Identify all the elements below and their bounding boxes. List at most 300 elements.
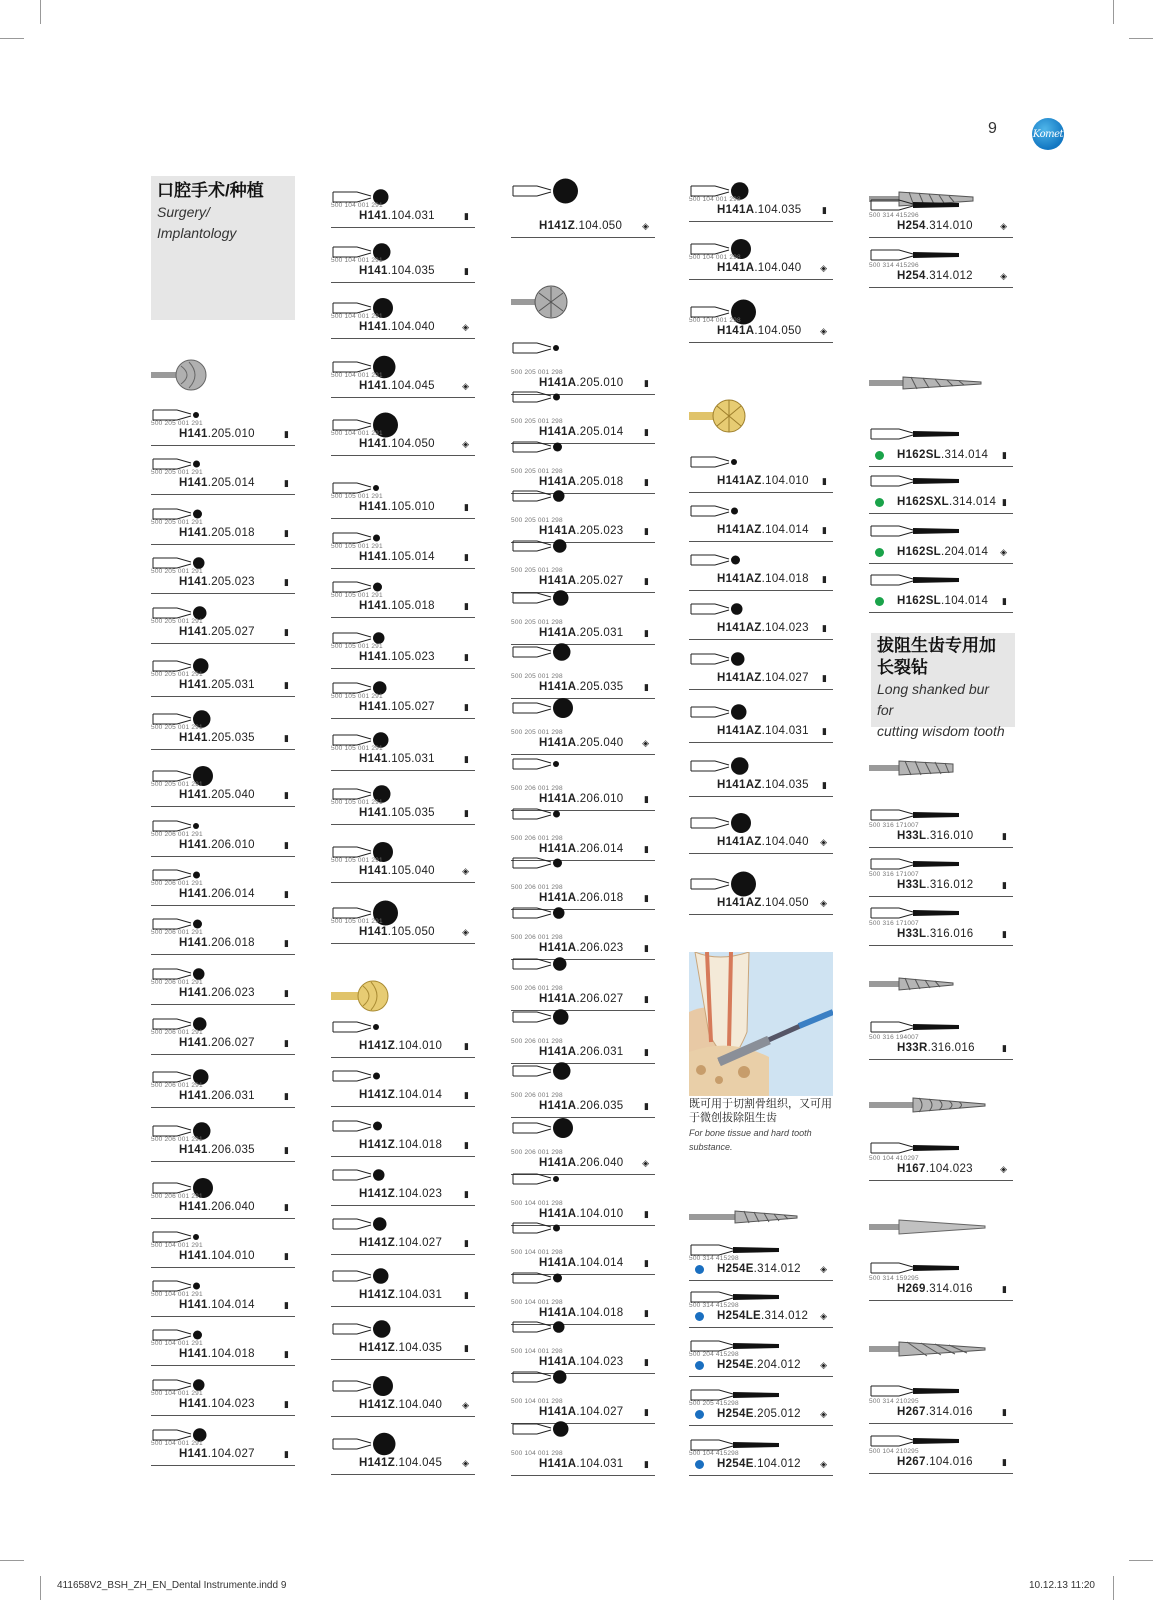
bur-drawing-icon: [331, 1314, 451, 1344]
product-size-code: .316.010: [926, 830, 974, 842]
order-code: 500 205 415298: [689, 1400, 739, 1407]
product-figure-number: H141: [359, 501, 388, 513]
product-size-code: .104.031: [576, 1458, 624, 1470]
bur-drawing-icon: [511, 583, 631, 613]
product-size-code: .206.023: [576, 942, 624, 954]
product-size-code: .205.031: [576, 627, 624, 639]
product-size-code: .104.050: [387, 438, 435, 450]
product-entry: [511, 693, 655, 755]
product-reference: [359, 1188, 442, 1200]
product-figure-number: H162SL: [897, 546, 941, 558]
product-size-code: .104.050: [575, 220, 623, 232]
divider: [869, 847, 1013, 848]
divider: [689, 541, 833, 542]
product-entry: [151, 959, 295, 1005]
product-size-code: .205.023: [207, 576, 255, 588]
order-code: 500 205 001 298: [511, 468, 563, 475]
product-figure-number: H141A: [539, 1100, 577, 1112]
bur-photo-twist: [869, 1094, 989, 1118]
product-reference: [359, 321, 435, 333]
product-size-code: .104.035: [754, 204, 802, 216]
divider: [331, 1106, 475, 1107]
divider: [689, 853, 833, 854]
product-figure-number: H141: [179, 1090, 208, 1102]
divider: [331, 617, 475, 618]
packaging-symbol-icon: ▮: [644, 1209, 649, 1219]
product-size-code: .206.035: [207, 1144, 255, 1156]
product-reference: [897, 1042, 975, 1054]
divider: [151, 954, 295, 955]
product-size-code: .206.027: [576, 993, 624, 1005]
divider: [331, 455, 475, 456]
divider: [151, 856, 295, 857]
crop-mark: [1113, 1576, 1114, 1600]
bur-photo-steel-round: [151, 356, 221, 396]
order-code: 500 206 001 298: [511, 1092, 563, 1099]
product-size-code: .205.027: [207, 626, 255, 638]
packaging-symbol-icon: ◈: [1000, 271, 1007, 281]
order-code: 500 104 001 291: [151, 1390, 203, 1397]
product-reference: [717, 672, 809, 684]
product-figure-number: H269: [897, 1283, 926, 1295]
packaging-symbol-icon: ▮: [284, 988, 289, 998]
product-reference: [539, 220, 622, 232]
product-reference: [179, 839, 255, 851]
product-size-code: .105.031: [387, 753, 435, 765]
crop-mark: [1113, 0, 1114, 24]
product-entry: [151, 1116, 295, 1162]
divider: [869, 1180, 1013, 1181]
packaging-symbol-icon: ▮: [822, 574, 827, 584]
bur-drawing-icon: [511, 1213, 631, 1243]
order-code: 500 105 001 291: [331, 592, 383, 599]
product-size-code: .104.040: [754, 262, 802, 274]
product-reference: [359, 210, 435, 222]
divider: [689, 1327, 833, 1328]
packaging-symbol-icon: ▮: [1002, 596, 1007, 606]
product-size-code: .206.027: [207, 1037, 255, 1049]
product-entry: [689, 594, 833, 640]
packaging-symbol-icon: ◈: [462, 322, 469, 332]
packaging-symbol-icon: ▮: [284, 790, 289, 800]
product-entry: [511, 1056, 655, 1118]
product-reference: [717, 1310, 808, 1322]
product-figure-number: H141: [179, 1448, 208, 1460]
product-reference: [897, 1283, 973, 1295]
section-title-zh: 拔阻生齿专用加: [877, 636, 996, 655]
product-reference: [179, 477, 255, 489]
product-figure-number: H254: [897, 220, 926, 232]
packaging-symbol-icon: ▮: [1002, 831, 1007, 841]
product-figure-number: H33R: [897, 1042, 928, 1054]
divider: [331, 338, 475, 339]
product-reference: [359, 501, 435, 513]
product-figure-number: H141: [359, 551, 388, 563]
divider: [689, 221, 833, 222]
product-size-code: .206.040: [207, 1201, 255, 1213]
color-code-dot: [695, 1312, 704, 1321]
product-reference: [717, 897, 809, 909]
product-reference: [717, 524, 809, 536]
product-reference: [897, 928, 974, 940]
product-figure-number: H141Z: [359, 1139, 396, 1151]
order-code: 500 104 001 291: [151, 1291, 203, 1298]
product-size-code: .104.040: [761, 836, 809, 848]
bur-drawing-icon: [511, 1002, 631, 1032]
product-figure-number: H141: [179, 1144, 208, 1156]
product-reference: [179, 428, 255, 440]
bur-drawing-icon: [511, 531, 631, 561]
packaging-symbol-icon: ▮: [284, 627, 289, 637]
product-figure-number: H141AZ: [717, 672, 762, 684]
bur-drawing-icon: [511, 949, 631, 979]
product-figure-number: H141A: [539, 737, 577, 749]
bur-photo-tapered: [869, 974, 959, 994]
divider: [331, 1205, 475, 1206]
product-size-code: .104.023: [576, 1356, 624, 1368]
product-size-code: .104.045: [395, 1457, 443, 1469]
order-code: 500 206 001 298: [511, 1038, 563, 1045]
order-code: 500 205 001 298: [511, 729, 563, 736]
product-figure-number: H141AZ: [717, 622, 762, 634]
product-figure-number: H141A: [539, 1356, 577, 1368]
product-reference: [539, 737, 623, 749]
color-code-dot: [875, 451, 884, 460]
packaging-symbol-icon: ▮: [822, 476, 827, 486]
product-figure-number: H141: [179, 937, 208, 949]
bur-photo-gold-cross: [689, 398, 759, 438]
product-reference: [717, 475, 809, 487]
product-entry: [151, 1420, 295, 1466]
order-code: 500 316 171007: [869, 871, 919, 878]
product-size-code: .104.018: [576, 1307, 624, 1319]
product-figure-number: H141AZ: [717, 524, 762, 536]
packaging-symbol-icon: ▮: [284, 733, 289, 743]
product-size-code: .104.018: [761, 573, 809, 585]
product-entry: [689, 1282, 833, 1328]
product-entry: [331, 1429, 475, 1475]
product-reference: [897, 496, 996, 508]
product-figure-number: H254E: [717, 1458, 754, 1470]
color-code-dot: [695, 1361, 704, 1370]
packaging-symbol-icon: ▮: [1002, 497, 1007, 507]
product-reference: [717, 725, 809, 737]
bur-drawing-icon: [511, 382, 631, 412]
product-size-code: .105.035: [387, 807, 435, 819]
product-size-code: .104.035: [761, 779, 809, 791]
product-size-code: .104.016: [925, 1456, 973, 1468]
product-figure-number: H141Z: [539, 220, 576, 232]
packaging-symbol-icon: ▮: [822, 623, 827, 633]
order-code: 500 206 001 291: [151, 1029, 203, 1036]
product-reference: [717, 325, 801, 337]
bur-drawing-icon: [331, 1371, 451, 1401]
divider: [151, 1465, 295, 1466]
product-reference: [897, 879, 974, 891]
order-code: 500 205 001 298: [511, 418, 563, 425]
packaging-symbol-icon: ▮: [644, 628, 649, 638]
packaging-symbol-icon: ◈: [642, 1158, 649, 1168]
product-figure-number: H141AZ: [717, 475, 762, 487]
packaging-symbol-icon: ▮: [822, 726, 827, 736]
product-entry: [869, 1012, 1013, 1060]
crop-mark: [0, 38, 24, 39]
product-reference: [179, 888, 255, 900]
packaging-symbol-icon: ▮: [644, 844, 649, 854]
divider: [689, 742, 833, 743]
product-entry: [869, 898, 1013, 946]
product-reference: [179, 1201, 255, 1213]
product-figure-number: H254: [897, 270, 926, 282]
product-reference: [717, 262, 801, 274]
section-title-en: Surgery/: [157, 204, 210, 220]
product-reference: [539, 681, 623, 693]
order-code: 500 104 410297: [869, 1155, 919, 1162]
packaging-symbol-icon: ▮: [644, 794, 649, 804]
packaging-symbol-icon: ▮: [1002, 929, 1007, 939]
divider: [869, 896, 1013, 897]
product-figure-number: H254E: [717, 1408, 754, 1420]
product-reference: [359, 807, 435, 819]
product-reference: [179, 1299, 255, 1311]
product-reference: [897, 270, 973, 282]
product-figure-number: H141A: [539, 525, 577, 537]
packaging-symbol-icon: ▮: [644, 526, 649, 536]
packaging-symbol-icon: ◈: [462, 1458, 469, 1468]
divider: [331, 282, 475, 283]
product-size-code: .205.023: [576, 525, 624, 537]
order-code: 500 105 001 291: [331, 493, 383, 500]
product-entry: [869, 565, 1013, 613]
divider: [331, 1359, 475, 1360]
order-code: 500 104 001 298: [511, 1249, 563, 1256]
product-entry: [869, 849, 1013, 897]
product-entry: [689, 496, 833, 542]
product-size-code: .105.040: [387, 865, 435, 877]
product-reference: [179, 1348, 255, 1360]
divider: [151, 593, 295, 594]
order-code: 500 206 001 298: [511, 835, 563, 842]
footer-file: 411658V2_BSH_ZH_EN_Dental Instrumente.indd 9: [57, 1580, 287, 1591]
product-size-code: .104.014: [576, 1257, 624, 1269]
product-size-code: .205.031: [207, 679, 255, 691]
product-size-code: .206.035: [576, 1100, 624, 1112]
product-size-code: .204.014: [941, 546, 989, 558]
product-figure-number: H162SXL: [897, 496, 949, 508]
product-reference: [359, 1089, 442, 1101]
bur-drawing-icon: [689, 808, 809, 838]
divider: [689, 492, 833, 493]
divider: [689, 1280, 833, 1281]
product-figure-number: H141: [359, 865, 388, 877]
product-figure-number: H141: [179, 732, 208, 744]
divider: [689, 796, 833, 797]
packaging-symbol-icon: ▮: [644, 1258, 649, 1268]
product-figure-number: H162SL: [897, 449, 941, 461]
order-code: 500 316 194007: [869, 1034, 919, 1041]
divider: [331, 824, 475, 825]
packaging-symbol-icon: ▮: [464, 211, 469, 221]
packaging-symbol-icon: ◈: [462, 927, 469, 937]
packaging-symbol-icon: ▮: [284, 528, 289, 538]
product-figure-number: H254E: [717, 1263, 754, 1275]
bur-drawing-icon: [511, 749, 631, 779]
divider: [689, 342, 833, 343]
product-figure-number: H141: [359, 438, 388, 450]
product-reference: [359, 926, 435, 938]
bur-drawing-icon: [331, 1012, 451, 1042]
divider: [331, 568, 475, 569]
product-size-code: .314.014: [941, 449, 989, 461]
product-reference: [359, 1237, 442, 1249]
section-heading-wisdom-tooth: [871, 633, 1015, 739]
product-reference: [179, 1448, 255, 1460]
bur-drawing-icon: [511, 1164, 631, 1194]
divider: [331, 1474, 475, 1475]
product-entry: [331, 1209, 475, 1255]
product-reference: [359, 1139, 442, 1151]
footer-date: 10.12.13 11:20: [1029, 1580, 1095, 1591]
product-size-code: .205.012: [753, 1408, 801, 1420]
order-code: 500 105 001 291: [331, 745, 383, 752]
product-reference: [717, 1458, 801, 1470]
product-reference: [359, 600, 435, 612]
bur-drawing-icon: [869, 419, 989, 449]
bur-photo-conical: [869, 1216, 989, 1240]
packaging-symbol-icon: ▮: [284, 1202, 289, 1212]
product-size-code: .314.012: [925, 270, 973, 282]
product-size-code: .104.027: [207, 1448, 255, 1460]
order-code: 500 105 001 291: [331, 918, 383, 925]
packaging-symbol-icon: ▮: [464, 1238, 469, 1248]
bur-drawing-icon: [869, 516, 989, 546]
product-entry: [689, 297, 833, 343]
bur-drawing-icon: [689, 545, 809, 575]
order-code: 500 206 001 291: [151, 1082, 203, 1089]
divider: [151, 544, 295, 545]
product-entry: [869, 1426, 1013, 1474]
packaging-symbol-icon: ◈: [820, 898, 827, 908]
bur-drawing-icon: [511, 1263, 631, 1293]
product-entry: [151, 1062, 295, 1108]
packaging-symbol-icon: ▮: [464, 702, 469, 712]
bur-photo-cross-cut: [869, 757, 959, 781]
packaging-symbol-icon: ▮: [644, 1101, 649, 1111]
product-entry: [331, 1111, 475, 1157]
bur-drawing-icon: [511, 176, 631, 206]
product-size-code: .314.012: [761, 1310, 809, 1322]
divider: [331, 943, 475, 944]
bur-drawing-icon: [331, 1061, 451, 1091]
product-figure-number: H141A: [539, 575, 577, 587]
product-figure-number: H141A: [539, 627, 577, 639]
product-entry: [689, 1380, 833, 1426]
order-code: 500 104 001 298: [689, 254, 741, 261]
packaging-symbol-icon: ▮: [284, 1145, 289, 1155]
section-title-en: cutting wisdom tooth: [877, 723, 1005, 739]
product-entry: [151, 761, 295, 807]
product-reference: [359, 551, 435, 563]
product-figure-number: H141: [179, 1037, 208, 1049]
divider: [331, 668, 475, 669]
product-figure-number: H141: [179, 789, 208, 801]
packaging-symbol-icon: ▮: [644, 427, 649, 437]
product-figure-number: H141: [359, 753, 388, 765]
order-code: 500 104 001 291: [331, 372, 383, 379]
product-figure-number: H141: [359, 926, 388, 938]
divider: [689, 689, 833, 690]
divider: [689, 639, 833, 640]
bur-drawing-icon: [511, 333, 631, 363]
divider: [331, 1057, 475, 1058]
packaging-symbol-icon: ▮: [1002, 880, 1007, 890]
packaging-symbol-icon: ◈: [1000, 221, 1007, 231]
bur-drawing-icon: [511, 1113, 631, 1143]
product-reference: [179, 1250, 255, 1262]
color-code-dot: [695, 1460, 704, 1469]
packaging-symbol-icon: ▮: [822, 780, 827, 790]
product-reference: [179, 576, 255, 588]
product-figure-number: H141: [179, 1299, 208, 1311]
product-size-code: .205.018: [576, 476, 624, 488]
order-code: 500 205 001 291: [151, 781, 203, 788]
product-figure-number: H141AZ: [717, 573, 762, 585]
packaging-symbol-icon: ▮: [284, 1449, 289, 1459]
divider: [151, 445, 295, 446]
product-reference: [179, 1144, 255, 1156]
divider: [689, 914, 833, 915]
product-size-code: .104.027: [761, 672, 809, 684]
order-code: 500 105 001 291: [331, 643, 383, 650]
packaging-symbol-icon: ◈: [462, 381, 469, 391]
divider: [869, 237, 1013, 238]
divider: [689, 1475, 833, 1476]
bur-drawing-icon: [331, 1429, 451, 1459]
bur-drawing-icon: [511, 481, 631, 511]
order-code: 500 105 001 291: [331, 857, 383, 864]
product-entry: [869, 190, 1013, 238]
order-code: 500 104 001 298: [689, 317, 741, 324]
order-code: 500 314 415296: [869, 262, 919, 269]
product-size-code: .316.016: [927, 1042, 975, 1054]
product-entry: [689, 545, 833, 591]
divider: [689, 1376, 833, 1377]
divider: [151, 1218, 295, 1219]
packaging-symbol-icon: ◈: [642, 221, 649, 231]
product-figure-number: H167: [897, 1163, 926, 1175]
product-figure-number: H141A: [539, 1208, 577, 1220]
product-reference: [359, 265, 435, 277]
divider: [151, 749, 295, 750]
product-reference: [179, 987, 255, 999]
packaging-symbol-icon: ▮: [822, 205, 827, 215]
color-code-dot: [695, 1265, 704, 1274]
product-entry: [689, 751, 833, 797]
product-figure-number: H141: [359, 380, 388, 392]
bur-drawing-icon: [689, 594, 809, 624]
product-size-code: .104.031: [395, 1289, 443, 1301]
product-figure-number: H141A: [539, 426, 577, 438]
divider: [869, 563, 1013, 564]
product-entry: [331, 237, 475, 283]
product-reference: [179, 937, 255, 949]
order-code: 500 205 001 291: [151, 724, 203, 731]
divider: [869, 1300, 1013, 1301]
packaging-symbol-icon: ▮: [644, 1357, 649, 1367]
order-code: 500 205 001 291: [151, 568, 203, 575]
product-figure-number: H141A: [539, 993, 577, 1005]
product-size-code: .205.027: [576, 575, 624, 587]
